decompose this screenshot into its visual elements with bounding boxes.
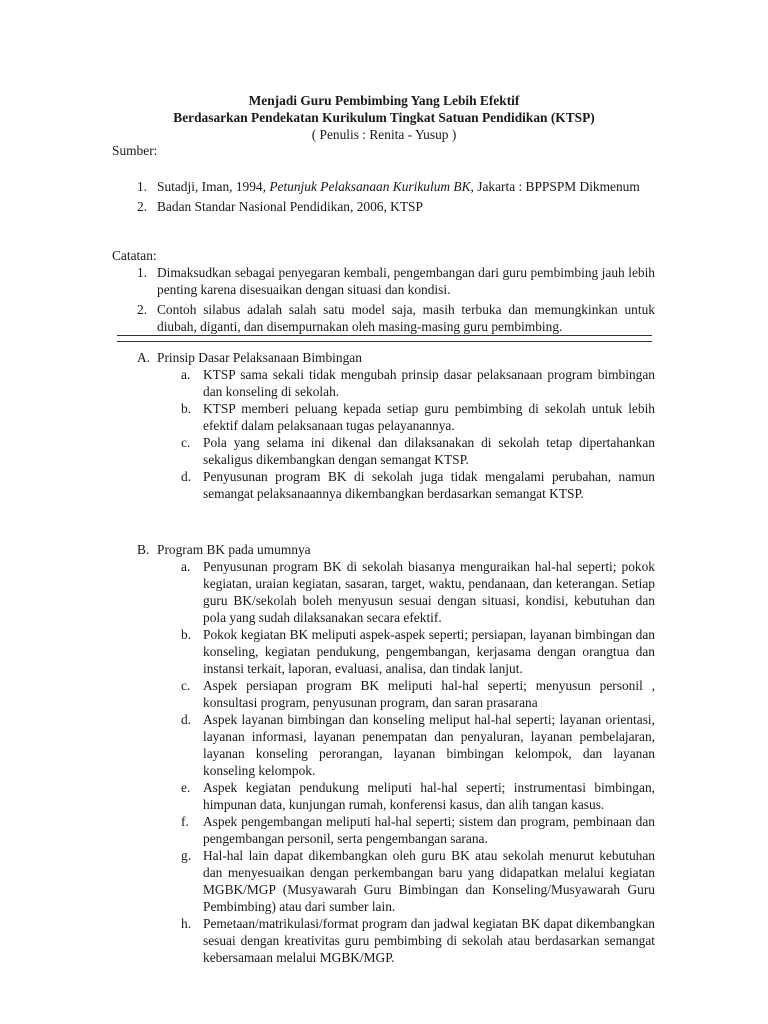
- section-a-item: [181, 400, 655, 434]
- item-letter: h.: [181, 916, 192, 931]
- reference-author: Sutadji, Iman, 1994,: [157, 179, 270, 194]
- sumber-item-text: Badan Standar Nasional Pendidikan, 2006, KTSP: [157, 199, 423, 214]
- section-a: [137, 349, 655, 502]
- item-text: Penyusunan program BK di sekolah juga tidak mengalami perubahan, namun semangat pelaksanaannya dikembangkan berdasarkan semangat KTSP.: [203, 469, 655, 501]
- section-b-item: [181, 558, 655, 626]
- section-b-item: [181, 626, 655, 677]
- item-letter: d.: [181, 469, 192, 484]
- section-b-list: [181, 558, 655, 966]
- double-rule-divider: [117, 335, 652, 342]
- section-b-item: [181, 813, 655, 847]
- item-letter: b.: [181, 401, 192, 416]
- section-a-title: Prinsip Dasar Pelaksanaan Bimbingan: [157, 350, 362, 365]
- item-text: Hal-hal lain dapat dikembangkan oleh guru BK atau sekolah menurut kebutuhan dan menyesuaikan dengan perkembangan baru yang didapatkan melalui kegiatan MGBK/MGP (Musyawarah Guru Bimbingan dan Konseling/Musyawarah Guru Pembimbing) atau dari sumber lain.: [203, 848, 655, 914]
- document-title: Menjadi Guru Pembimbing Yang Lebih Efektif: [248, 93, 520, 108]
- section-b-heading: [137, 541, 655, 558]
- catatan-label: Catatan:: [112, 248, 157, 263]
- section-a-heading: [137, 349, 655, 366]
- item-text: Aspek persiapan program BK meliputi hal-hal seperti; menyusun personil , konsultasi program, penyusunan program, dan saran prasarana: [203, 678, 655, 710]
- item-letter: c.: [181, 435, 191, 450]
- document-subtitle: Berdasarkan Pendekatan Kurikulum Tingkat Satuan Pendidikan (KTSP): [173, 110, 595, 125]
- sumber-item-number: 2.: [137, 199, 148, 214]
- item-text: KTSP sama sekali tidak mengubah prinsip dasar pelaksanaan program bimbingan dan konseling di sekolah.: [203, 367, 655, 399]
- section-b-item: [181, 915, 655, 966]
- section-a-item: [181, 468, 655, 502]
- catatan-item-text: Contoh silabus adalah salah satu model saja, masih terbuka dan memungkinkan untuk diubah, diganti, dan disempurnakan oleh masing-masing guru pembimbing.: [157, 302, 655, 334]
- sumber-item-text: [157, 178, 655, 195]
- catatan-item: [137, 301, 655, 335]
- section-a-item: [181, 366, 655, 400]
- section-a-number: A.: [137, 350, 151, 365]
- reference-book-title: Petunjuk Pelaksanaan Kurikulum BK: [269, 179, 471, 194]
- sumber-item: [137, 178, 655, 195]
- sumber-item-number: 1.: [137, 179, 148, 194]
- section-b: [137, 541, 655, 966]
- item-letter: f.: [181, 814, 189, 829]
- section-b-number: B.: [137, 542, 150, 557]
- section-a-list: [181, 366, 655, 502]
- item-letter: a.: [181, 559, 191, 574]
- catatan-item-number: 2.: [137, 302, 148, 317]
- sumber-list: [137, 178, 655, 218]
- item-text: Aspek layanan bimbingan dan konseling meliput hal-hal seperti; layanan orientasi, layanan informasi, layanan penempatan dan penyaluran, layanan pembelajaran, layanan konseling perorangan, layanan bimbingan kelompok, dan layanan konseling kelompok.: [203, 712, 655, 778]
- author-line: ( Penulis : Renita - Yusup ): [311, 127, 457, 142]
- catatan-item-text: Dimaksudkan sebagai penyegaran kembali, pengembangan dari guru pembimbing jauh lebih penting karena disesuaikan dengan situasi dan kondisi.: [157, 265, 655, 297]
- item-text: Penyusunan program BK di sekolah biasanya menguraikan hal-hal seperti; pokok kegiatan, uraian kegiatan, sasaran, target, waktu, pendanaan, dan keterangan. Setiap guru BK/sekolah boleh menyusun sesuai dengan situasi, kondisi, kebutuhan dan pola yang sudah dilaksanakan secara efektif.: [203, 559, 655, 625]
- title-block: [0, 92, 768, 143]
- item-letter: e.: [181, 780, 191, 795]
- item-text: Pokok kegiatan BK meliputi aspek-aspek seperti; persiapan, layanan bimbingan dan konseling, kegiatan pendukung, pengembangan, kerjasama dengan orangtua dan instansi terkait, laporan, evaluasi, analisa, dan tindak lanjut.: [203, 627, 655, 676]
- item-text: Pola yang selama ini dikenal dan dilaksanakan di sekolah tetap dipertahankan sekaligus dikembangkan dengan semangat KTSP.: [203, 435, 655, 467]
- section-b-item: [181, 847, 655, 915]
- catatan-item: [137, 264, 655, 298]
- item-letter: c.: [181, 678, 191, 693]
- section-b-item: [181, 677, 655, 711]
- catatan-list: [137, 264, 655, 338]
- section-b-item: [181, 711, 655, 779]
- item-letter: b.: [181, 627, 192, 642]
- sumber-label: Sumber:: [112, 143, 158, 158]
- item-text: Aspek pengembangan meliputi hal-hal seperti; sistem dan program, pembinaan dan pengembangan personil, serta pengembangan sarana.: [203, 814, 655, 846]
- item-letter: a.: [181, 367, 191, 382]
- item-text: KTSP memberi peluang kepada setiap guru pembimbing di sekolah untuk lebih efektif dalam pelaksanaan tugas pelayanannya.: [203, 401, 655, 433]
- item-text: Aspek kegiatan pendukung meliputi hal-hal seperti; instrumentasi bimbingan, himpunan data, kunjungan rumah, konferensi kasus, dan alih tangan kasus.: [203, 780, 655, 812]
- section-b-title: Program BK pada umumnya: [157, 542, 311, 557]
- item-letter: g.: [181, 848, 192, 863]
- section-b-item: [181, 779, 655, 813]
- section-a-item: [181, 434, 655, 468]
- catatan-item-number: 1.: [137, 265, 148, 280]
- item-letter: d.: [181, 712, 192, 727]
- reference-publisher: , Jakarta : BPPSPM Dikmenum: [470, 179, 640, 194]
- sumber-item: [137, 198, 655, 215]
- item-text: Pemetaan/matrikulasi/format program dan jadwal kegiatan BK dapat dikembangkan sesuai dengan kreativitas guru pembimbing di sekolah atau berdasarkan semangat kebersamaan melalui MGBK/MGP.: [203, 916, 655, 965]
